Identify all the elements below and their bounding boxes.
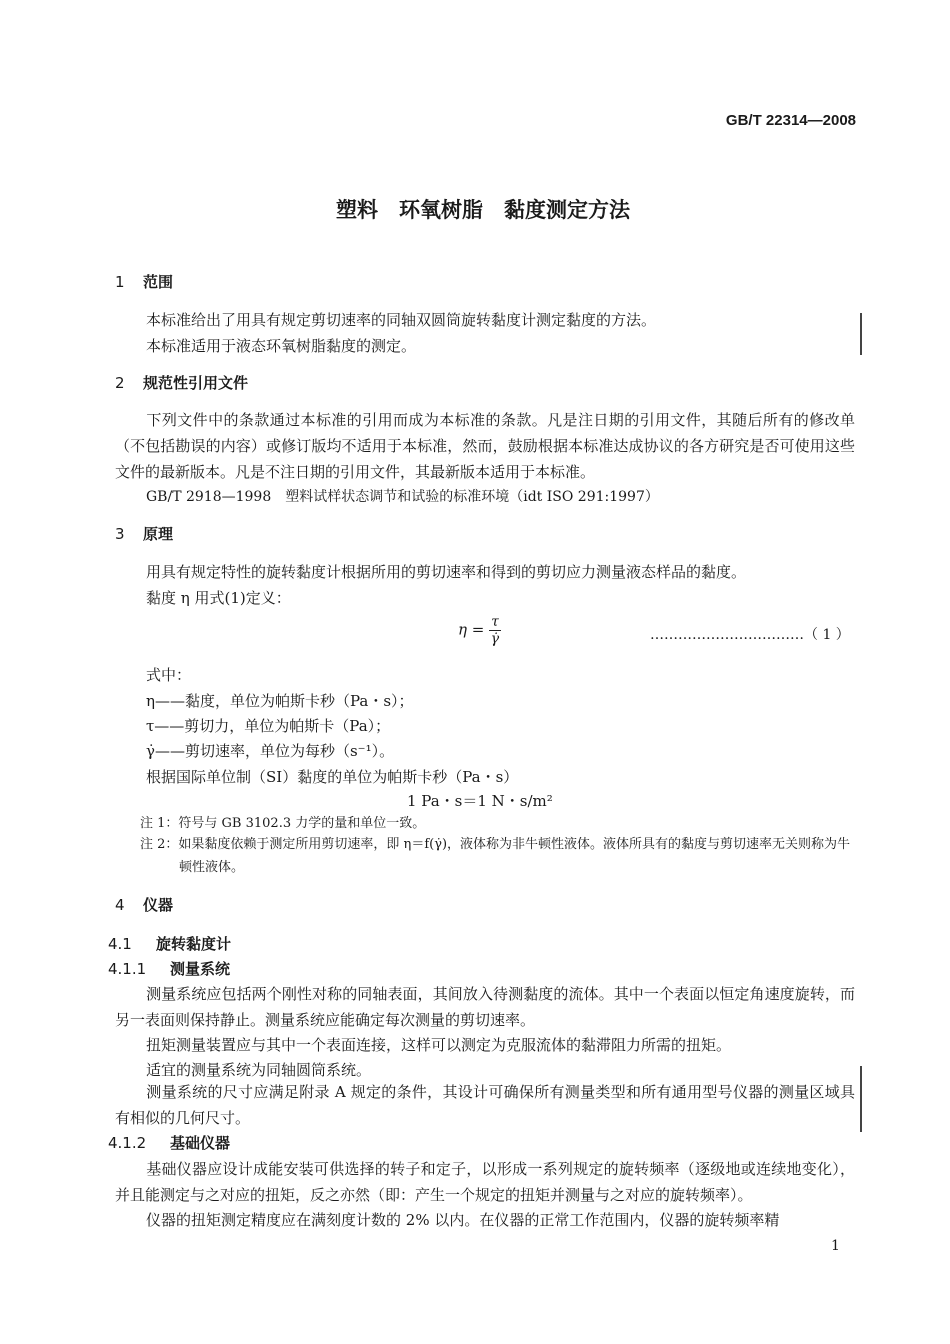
page-title: 塑料 环氧树脂 黏度测定方法 <box>336 198 630 222</box>
section-title: 仪器 <box>143 896 174 914</box>
section-2-paragraph-text: 下列文件中的条款通过本标准的引用而成为本标准的条款。凡是注日期的引用文件，其随后所有的修改单（不包括勘误的内容）或修订版均不适用于本标准，然而，鼓励根据本标准达成协议的各方研究是否可使用这些文件的最新版本。凡是不注日期的引用文件，其最新版本适用于本标准。 <box>115 411 855 481</box>
paragraph-text: 基础仪器应设计成能安装可供选择的转子和定子，以形成一系列规定的旋转频率（逐级地或连续地变化），并且能测定与之对应的扭矩，反之亦然（即：产生一个规定的扭矩并测量与之对应的旋转频率）。 <box>115 1160 855 1204</box>
paragraph-text: 测量系统应包括两个刚性对称的同轴表面，其间放入待测黏度的流体。其中一个表面以恒定角速度旋转，而另一表面则保持静止。测量系统应能确定每次测量的剪切速率。 <box>115 985 855 1029</box>
section-1-heading <box>115 271 173 292</box>
normative-reference: GB/T 2918—1998 塑料试样状态调节和试验的标准环境（idt ISO 291:1997） <box>146 489 659 505</box>
subsection-number: 4.1.1 <box>108 960 147 978</box>
paragraph-text: 测量系统的尺寸应满足附录 A 规定的条件，其设计可确保所有测量类型和所有通用型号仪器的测量区域具有相似的几何尺寸。 <box>115 1083 855 1127</box>
section-3-paragraph-3: 根据国际单位制（SI）黏度的单位为帕斯卡秒（Pa・s） <box>146 768 519 786</box>
section-4-1-2-paragraph-1 <box>115 1156 855 1208</box>
subsection-title: 测量系统 <box>170 960 231 978</box>
subsection-title: 基础仪器 <box>170 1134 231 1152</box>
section-2-paragraph <box>115 407 855 485</box>
change-bar <box>860 1066 862 1132</box>
section-title: 原理 <box>143 525 174 543</box>
section-4-1-heading <box>108 933 231 954</box>
subsection-number: 4.1 <box>108 935 132 953</box>
change-bar <box>860 313 862 355</box>
section-number: 3 <box>115 525 125 543</box>
section-3-paragraph-2: 黏度 η 用式(1)定义： <box>146 589 291 607</box>
section-4-1-1-paragraph-2: 扭矩测量装置应与其中一个表面连接，这样可以测定为克服流体的黏滞阻力所需的扭矩。 <box>146 1036 732 1054</box>
section-number: 2 <box>115 374 125 392</box>
formula-fraction <box>489 614 501 647</box>
variable-tau: τ——剪切力，单位为帕斯卡（Pa）； <box>146 717 391 735</box>
section-number: 1 <box>115 273 125 291</box>
section-1-paragraph-1: 本标准给出了用具有规定剪切速率的同轴双圆筒旋转黏度计测定黏度的方法。 <box>146 311 657 329</box>
section-4-1-1-paragraph-3: 适宜的测量系统为同轴圆筒系统。 <box>146 1061 372 1079</box>
section-title: 范围 <box>143 273 174 291</box>
where-label: 式中： <box>146 666 192 684</box>
section-3-heading <box>115 523 173 544</box>
note-2: 注 2：如果黏度依赖于测定所用剪切速率，即 η＝f(γ̇)，液体称为非牛顿性液体。液体所具有的黏度与剪切速率无关则称为牛顿性液体。 <box>140 837 851 875</box>
section-3-paragraph-1: 用具有规定特性的旋转黏度计根据所用的剪切速率和得到的剪切应力测量液态样品的黏度。 <box>146 563 747 581</box>
formula-denominator: γ̇ <box>490 631 500 647</box>
section-number: 4 <box>115 896 125 914</box>
formula-1 <box>458 614 501 647</box>
page-number: 1 <box>831 1238 840 1254</box>
note-1: 注 1：符号与 GB 3102.3 力学的量和单位一致。 <box>140 816 426 831</box>
section-4-1-2-paragraph-2: 仪器的扭矩测定精度应在满刻度计数的 2% 以内。在仪器的正常工作范围内，仪器的旋转频率精 <box>146 1211 780 1229</box>
unit-equation: 1 Pa・s＝1 N・s/m² <box>407 792 553 810</box>
variable-gamma-dot: γ̇——剪切速率，单位为每秒（s⁻¹）。 <box>146 742 395 760</box>
section-1-paragraph-2: 本标准适用于液态环氧树脂黏度的测定。 <box>146 337 417 355</box>
subsection-number: 4.1.2 <box>108 1134 147 1152</box>
section-4-1-1-paragraph-4 <box>115 1079 855 1131</box>
section-title: 规范性引用文件 <box>143 374 249 392</box>
standard-number: GB/T 22314—2008 <box>725 112 856 129</box>
section-4-1-1-heading <box>108 958 230 979</box>
formula-numerator: τ <box>491 614 499 630</box>
formula-lhs: η = <box>458 620 485 639</box>
section-2-heading <box>115 372 248 393</box>
formula-number: ……………………………（ 1 ） <box>650 627 850 643</box>
section-4-1-2-heading <box>108 1132 230 1153</box>
section-4-1-1-paragraph-1 <box>115 981 855 1033</box>
section-4-heading <box>115 894 173 915</box>
variable-eta: η——黏度，单位为帕斯卡秒（Pa・s）； <box>146 692 414 710</box>
subsection-title: 旋转黏度计 <box>156 935 232 953</box>
